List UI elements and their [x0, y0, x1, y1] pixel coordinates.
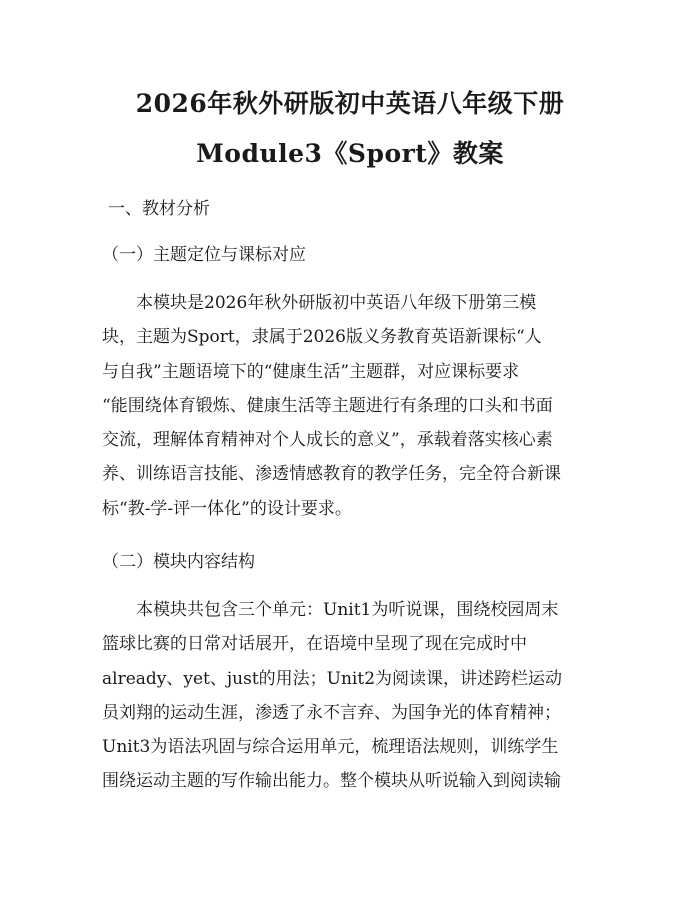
paragraph-line: 围绕运动主题的写作输出能力。整个模块从听说输入到阅读输: [102, 771, 561, 792]
paragraph-line: “能围绕体育锻炼、健康生活等主题进行有条理的口头和书面: [102, 395, 553, 416]
paragraph-line: 与自我”主题语境下的“健康生活”主题群，对应课标要求: [102, 361, 520, 382]
paragraph-theme-positioning: [102, 286, 598, 526]
subsection-heading-theme: （一）主题定位与课标对应: [102, 245, 306, 265]
paragraph-line: 养、训练语言技能、渗透情感教育的教学任务，完全符合新课: [102, 464, 561, 485]
paragraph-line: 交流，理解体育精神对个人成长的意义”，承载着落实核心素: [102, 430, 553, 451]
paragraph-line: already、yet、just的用法；Unit2为阅读课，讲述跨栏运动: [102, 668, 563, 689]
document-title-line-1: 2026年秋外研版初中英语八年级下册: [135, 89, 565, 118]
document-title-line-2: Module3《Sport》教案: [196, 139, 504, 168]
paragraph-line: 本模块是2026年秋外研版初中英语八年级下册第三模: [136, 293, 537, 313]
section-heading-textbook-analysis: 一、教材分析: [108, 199, 210, 219]
paragraph-line: 块，主题为Sport，隶属于2026版义务教育英语新课标“人: [102, 327, 542, 348]
paragraph-line: 员刘翔的运动生涯，渗透了永不言弃、为国争光的体育精神；: [102, 702, 561, 723]
paragraph-line: Unit3为语法巩固与综合运用单元，梳理语法规则，训练学生: [102, 737, 559, 758]
subsection-heading-structure: （二）模块内容结构: [102, 552, 255, 572]
paragraph-line: 篮球比赛的日常对话展开，在语境中呈现了现在完成时中: [102, 634, 527, 655]
paragraph-line: 本模块共包含三个单元：Unit1为听说课，围绕校园周末: [136, 600, 559, 620]
paragraph-module-structure: [102, 593, 598, 799]
paragraph-line: 标“教-学-评一体化”的设计要求。: [102, 498, 352, 519]
